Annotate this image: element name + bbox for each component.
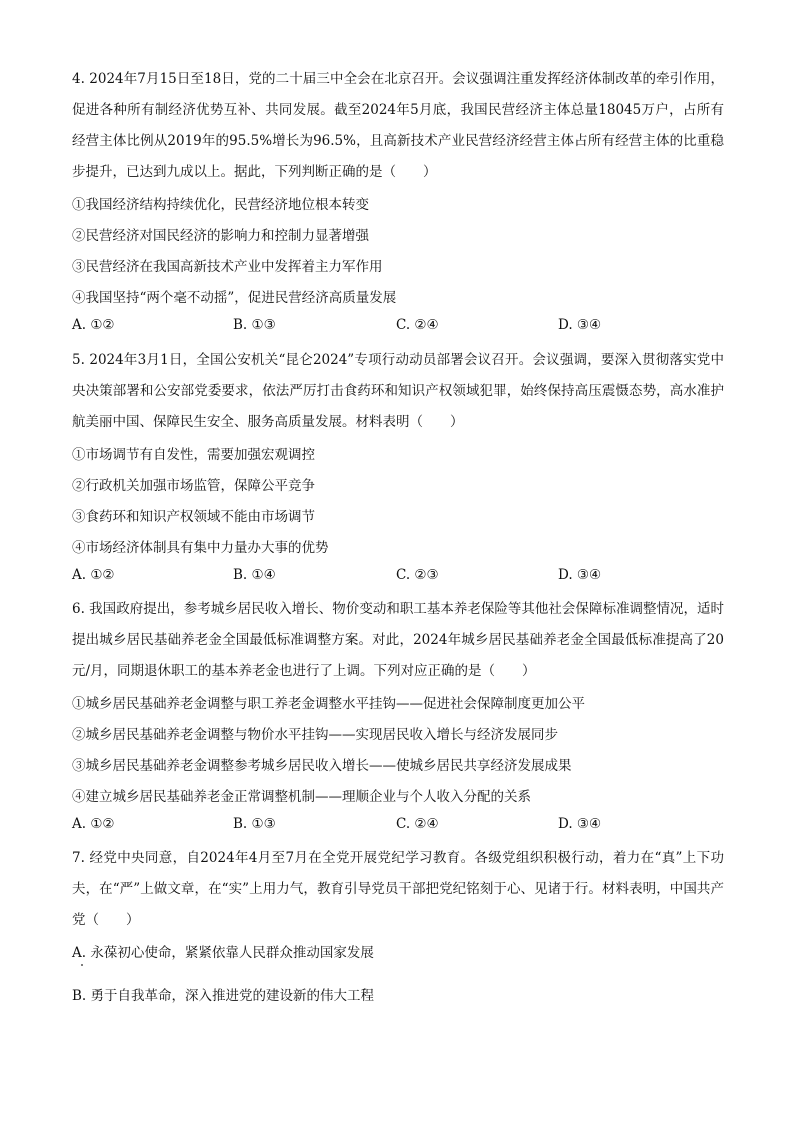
q5-option-a[interactable]: A. ①② xyxy=(72,567,115,583)
q6-item-4: ④建立城乡居民基础养老金正常调整机制——理顺企业与个人收入分配的关系 xyxy=(72,789,531,805)
q6-item-2: ②城乡居民基础养老金调整与物价水平挂钩——实现居民收入增长与经济发展同步 xyxy=(72,727,558,743)
q5-item-3: ③食药环和知识产权领域不能由市场调节 xyxy=(72,509,315,525)
q5-options xyxy=(72,567,724,587)
q4-stem: 4. 2024年7月15日至18日，党的二十届三中全会在北京召开。会议强调注重发挥经济体制改革的牵引作用，促进各种所有制经济优势互补、共同发展。截至2024年5月底，我国民营经济主体总量18045万户，占所有经营主体比例从2019年的95.5%增长为96.5%，且高新技术产业民营经济经营主体占所有经营主体的比重稳步提升，已达到九成以上。据此，下列判断正确的是（ ） xyxy=(72,71,724,180)
q4-item-1: ①我国经济结构持续优化，民营经济地位根本转变 xyxy=(72,197,369,213)
q6-options xyxy=(72,816,724,836)
q4-options xyxy=(72,317,724,337)
stray-mark xyxy=(81,964,83,966)
q6-item-3: ③城乡居民基础养老金调整参考城乡居民收入增长——使城乡居民共享经济发展成果 xyxy=(72,758,572,774)
q4-option-c[interactable]: C. ②④ xyxy=(396,317,439,333)
q5-item-2: ②行政机关加强市场监管，保障公平竞争 xyxy=(72,478,315,494)
q7-option-b[interactable]: B. 勇于自我革命，深入推进党的建设新的伟大工程 xyxy=(72,988,375,1004)
q6-option-b[interactable]: B. ①③ xyxy=(233,816,276,832)
q5-option-d[interactable]: D. ③④ xyxy=(558,567,602,583)
q5-item-1: ①市场调节有自发性，需要加强宏观调控 xyxy=(72,447,315,463)
q5-option-c[interactable]: C. ②③ xyxy=(396,567,439,583)
q5-item-4: ④市场经济体制具有集中力量办大事的优势 xyxy=(72,540,329,556)
q6-item-1: ①城乡居民基础养老金调整与职工养老金调整水平挂钩——促进社会保障制度更加公平 xyxy=(72,696,585,712)
q6-option-d[interactable]: D. ③④ xyxy=(558,816,602,832)
q4-option-a[interactable]: A. ①② xyxy=(72,317,115,333)
q4-option-b[interactable]: B. ①③ xyxy=(233,317,276,333)
q7-option-a[interactable]: A. 永葆初心使命，紧紧依靠人民群众推动国家发展 xyxy=(72,945,374,961)
q5-option-b[interactable]: B. ①④ xyxy=(233,567,276,583)
q6-stem: 6. 我国政府提出，参考城乡居民收入增长、物价变动和职工基本养老保险等其他社会保障标准调整情况，适时提出城乡居民基础养老金全国最低标准调整方案。对此，2024年城乡居民基础养老金全国最低标准提高了20元/月，同期退休职工的基本养老金也进行了上调。下列对应正确的是（ ） xyxy=(72,601,724,679)
q4-item-3: ③民营经济在我国高新技术产业中发挥着主力军作用 xyxy=(72,259,383,275)
q6-option-a[interactable]: A. ①② xyxy=(72,816,115,832)
q4-item-4: ④我国坚持“两个毫不动摇”，促进民营经济高质量发展 xyxy=(72,290,397,306)
q4-option-d[interactable]: D. ③④ xyxy=(558,317,602,333)
q4-item-2: ②民营经济对国民经济的影响力和控制力显著增强 xyxy=(72,228,369,244)
q5-stem: 5. 2024年3月1日，全国公安机关“昆仑2024”专项行动动员部署会议召开。会议强调，要深入贯彻落实党中央决策部署和公安部党委要求，依法严厉打击食药环和知识产权领域犯罪，始终保持高压震慑态势，高水准护航美丽中国、保障民生安全、服务高质量发展。材料表明（ ） xyxy=(72,352,724,430)
q7-stem: 7. 经党中央同意，自2024年4月至7月在全党开展党纪学习教育。各级党组织积极行动，着力在“真”上下功夫，在“严”上做文章，在“实”上用力气，教育引导党员干部把党纪铭刻于心、见诸于行。材料表明，中国共产党（ ） xyxy=(72,850,724,928)
q6-option-c[interactable]: C. ②④ xyxy=(396,816,439,832)
